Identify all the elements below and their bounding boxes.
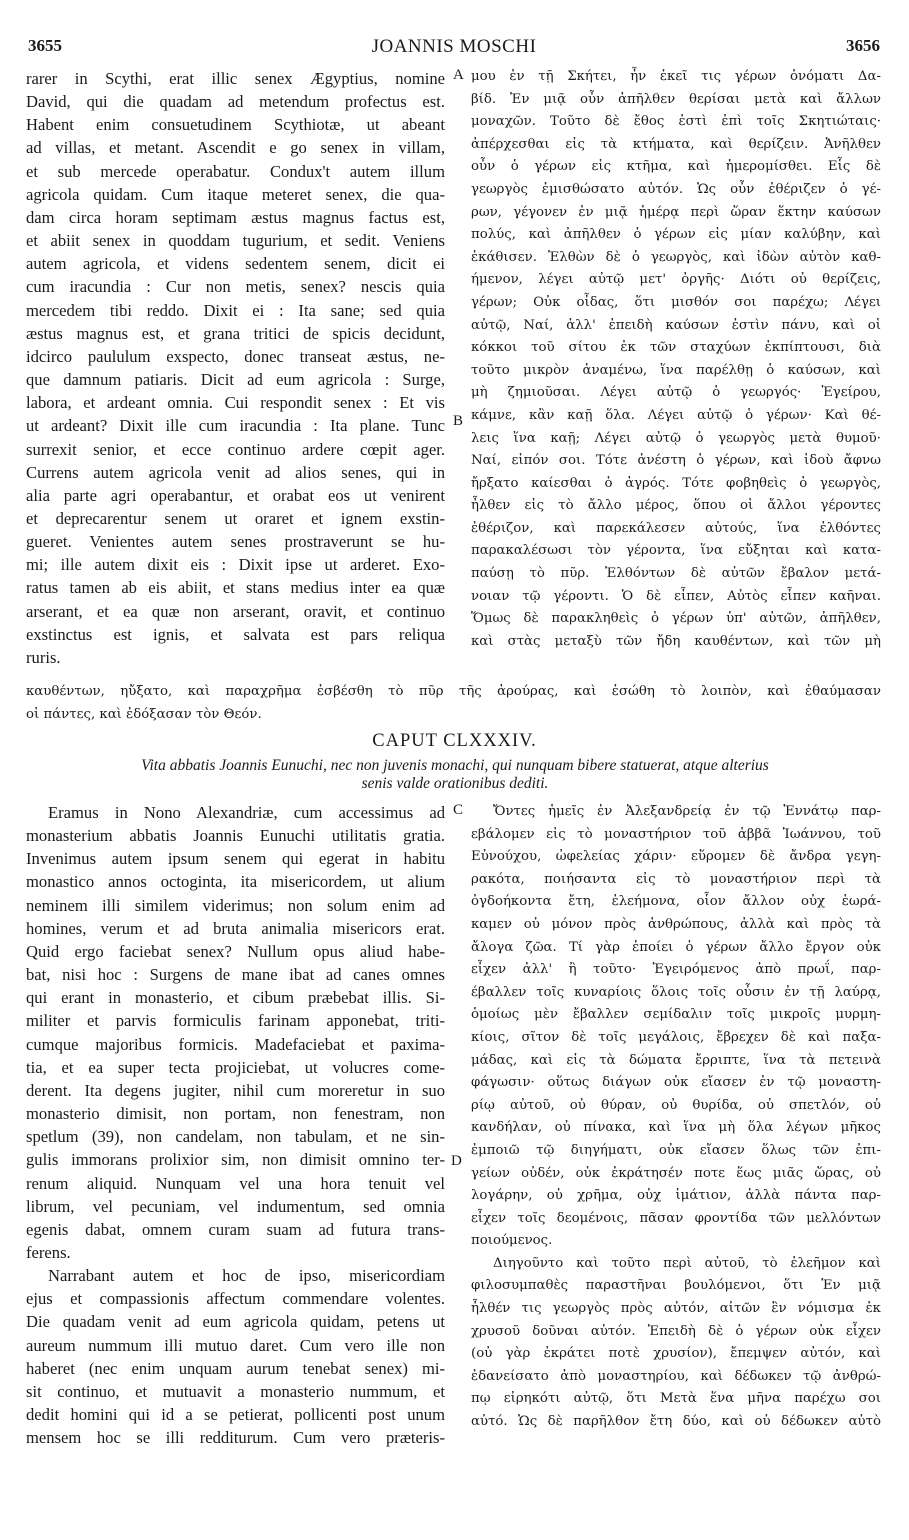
greek-text-line: ἀπέρχεσθαι εἰς τὰ κτήματα, καὶ θερίζειν. Ἀνῆλθεν	[471, 136, 881, 152]
greek-text-line: ἐκάθισεν. Ἐλθὼν δὲ ὁ γεωργὸς, καὶ ἰδὼν αὐτὸν καθ-	[471, 249, 881, 265]
latin-text-line: bat, nisi hoc : Surgens de mane ibat ad canes omnes	[26, 965, 445, 985]
latin-text-line: Die quadam venit ad eum agricola quidam, petens ut	[26, 1312, 445, 1332]
latin-text-line: gulis immorans prolixior sim, non dimisit omnino ter-	[26, 1150, 445, 1170]
greek-text-line: εἶχεν τοῖς δεομένοις, πᾶσαν φροντίδα τῶν μελλόντων	[471, 1210, 881, 1226]
latin-text-line: ruris.	[26, 647, 61, 667]
latin-text-line: monastico annos octoginta, ita misericordem, ut alium	[26, 872, 445, 892]
greek-text-line: ἦλθεν εἰς τὸ ἄλλο μέρος, ὅπου οἱ ἄλλοι γέροντες	[471, 498, 881, 514]
greek-text-line: ήμενον, λέγει αὐτῷ μετ' ὀργῆς· Διότι οὐ θερίζεις,	[471, 272, 881, 288]
latin-text-line: autem agricola, et videns sedentem senem, dicit ei	[26, 254, 445, 274]
latin-text-line: neminem illi similem viderimus; non solum enim ad	[26, 895, 445, 915]
latin-text-line: Invenimus autem ipsum senem qui egerat in habitu	[26, 849, 445, 869]
greek-text-line: οὖν ὁ γέρων εἰς κτῆμα, καὶ ἡμερομίσθει. Εἷς δὲ	[471, 159, 881, 175]
latin-text-line: Currens autem agricola venit ad alios senes, qui in	[26, 462, 445, 482]
greek-text-line: ρων, γέγονεν ἐν μιᾷ ἡμέρᾳ περὶ ὥραν ἕκτην καύσων	[471, 204, 881, 220]
greek-text-line: κάμνε, κἂν καῇ ὅλα. Λέγει αὐτῷ ὁ γέρων· Καὶ θέ-	[471, 407, 881, 423]
greek-text-line: γείων οὐδέν, οὐκ ἐκράτησέν ποτε ἕως μιᾶς ὥρας, οὐ	[471, 1165, 881, 1181]
latin-text-line: cum iracundia : Cur non metis, senex? nescis quia	[26, 277, 445, 297]
latin-text-line: monasterium abbatis Joannis Eunuchi utilitatis gratia.	[26, 826, 445, 846]
latin-text-line: dedit homini qui id a se petierat, pollicenti post unum	[26, 1405, 445, 1425]
chapter-heading: CAPUT CLXXXIV.	[372, 731, 537, 751]
greek-text-line: εβάλομεν εἰς τὸ μοναστήριον τοῦ ἀββᾶ Ἰωάννου, τοῦ	[471, 826, 881, 842]
latin-text-line: qui erant in monasterio, et cibum præbebat illis. Si-	[26, 988, 445, 1008]
greek-text-line: ὀγδοήκοντα ἔτη, ἐλεήμονα, οἷον ἄλλον οὐχ ἑωρά-	[471, 894, 881, 910]
greek-text-line: (οὐ γὰρ ἐκράτει ποτὲ χρυσίον), ἔπεμψεν αὐτόν, καὶ	[471, 1346, 881, 1362]
greek-text-line: Ὄντες ἡμεῖς ἐν Ἀλεξανδρείᾳ ἐν τῷ Ἐννάτῳ παρ-	[493, 804, 881, 819]
latin-column-lower	[26, 801, 445, 1449]
greek-text-line: κίοις, σῖτον δὲ τοῖς μεγάλοις, ἔβρεχεν δὲ καὶ παξα-	[471, 1029, 881, 1045]
latin-text-line: cumque majoribus formicis. Madefaciebat et paxima-	[26, 1034, 445, 1054]
greek-text-line: λογάρην, οὐ χρῆμα, οὐχ ἱμάτιον, ἀλλὰ πάντα παρ-	[471, 1188, 881, 1204]
greek-text-line: οἱ πάντες, καὶ ἐδόξασαν τὸν Θεόν.	[26, 707, 262, 722]
running-title: JOANNIS MOSCHI	[371, 36, 537, 57]
greek-text-line: αὐτῷ, Ναί, ἀλλ' ἐπειδὴ καύσων ἐστὶν πάνυ, καὶ οἱ	[471, 317, 881, 333]
latin-text-line: Narrabant autem et hoc de ipso, misericordiam	[48, 1266, 445, 1286]
latin-text-line: Eramus in Nono Alexandriæ, cum accessimus ad	[48, 803, 445, 822]
latin-text-line: ut ardeant? Dixit ille cum iracundia : Ita plane. Tunc	[26, 416, 445, 436]
greek-text-line: ποιούμενος.	[471, 1233, 553, 1249]
greek-text-line: ἐδανείσατο ἀπὸ μοναστηρίου, καὶ δέδωκεν τῷ ἀνθρώ-	[471, 1368, 881, 1384]
greek-text-line: ἦλθέν τις γεωργὸς πρὸς αὐτόν, αἰτῶν ἓν νόμισμα ἐκ	[471, 1301, 881, 1317]
latin-text-line: agricola quidam. Cum itaque meteret senex, die qua-	[26, 184, 445, 204]
margin-marker-d: D	[451, 1153, 462, 1169]
greek-full-width-continuation	[26, 680, 881, 726]
latin-text-line: æstus magnus est, et grana tritici de spicis decidunt,	[26, 323, 445, 343]
latin-text-line: tia, et ea super tecta projiciebat, ut volucres come-	[26, 1057, 445, 1077]
latin-text-line: surrexit senior, et ecce continuo ardere cœpit ager.	[26, 439, 445, 459]
greek-text-line: γεωργὸς ἐμισθώσατο αὐτόν. Ὡς οὖν ἐθέριζεν ὁ γέ-	[471, 181, 881, 197]
greek-text-line: λεις ἵνα καῇ; Λέγει αὐτῷ ὁ γεωργὸς μετὰ θυμοῦ·	[471, 430, 881, 446]
greek-text-line: μοναχῶν. Τοῦτο δὲ ἔθος ἐστὶ ἐπὶ τοῖς Σκητιώταις·	[471, 114, 881, 130]
greek-text-line: πολύς, καὶ ἀπῆλθεν ὁ γέρων εἰς μίαν καλύβην, καὶ	[471, 227, 881, 243]
greek-text-line: Ὅμως δὲ παρακληθεὶς ὁ γέρων ὑπ' αὐτῶν, ἀπῆλθεν,	[471, 611, 881, 627]
margin-marker-b: B	[453, 413, 464, 429]
page-number-left: 3655	[28, 36, 62, 55]
greek-text-line: ἤρξατο καίεσθαι ὁ ἀγρός. Τότε φοβηθεὶς ὁ γεωργὸς,	[471, 475, 881, 491]
greek-text-line: νοιαν τῷ γέροντι. Ὁ δὲ εἶπεν, Αὐτὸς εἶπεν καῆναι.	[471, 588, 881, 604]
greek-text-line: μὴ ζημιοῦσαι. Λέγει αὐτῷ ὁ γεωργός· Ἐγείρου,	[471, 385, 881, 401]
latin-text-line: ferens.	[26, 1242, 71, 1262]
greek-text-line: Διηγοῦντο καὶ τοῦτο περὶ αὐτοῦ, τὸ ἐλεῆμον καὶ	[493, 1255, 881, 1271]
latin-text-line: Quid ergo faciebat senex? Nullum opus aliud habe-	[26, 941, 445, 961]
latin-text-line: et deprecarentur senem ut oraret et ignem exstin-	[26, 508, 445, 528]
latin-text-line: idcirco paululum exspecto, donec transeat æstus, ne-	[26, 346, 445, 366]
greek-text-line: κανδήλαν, οὐ πίνακα, καὶ ἵνα μὴ ὅλα λέγων μῆκος	[471, 1120, 881, 1136]
latin-text-line: renum aliquid. Nunquam vel una hora tenuit vel	[26, 1173, 445, 1193]
latin-text-line: monasterio dimisit, non portam, non fenestram, non	[26, 1104, 445, 1124]
running-header	[28, 36, 880, 58]
latin-text-line: homines, verum et ad bruta animalia misericors erat.	[26, 918, 445, 938]
latin-text-line: arserant, et ea quæ non arserant, oravit, et continuo	[26, 601, 445, 621]
greek-text-line: χρυσοῦ δοῦναι αὐτόν. Ἐπειδὴ δὲ ὁ γέρων οὐκ εἶχεν	[471, 1323, 881, 1339]
latin-text-line: ad villas, et metant. Ascendit e go senex in villam,	[26, 138, 445, 158]
latin-text-line: mercedem tibi reddo. Dixit ei : Ita sane; sed quia	[26, 300, 445, 320]
chapter-summary	[34, 757, 876, 793]
latin-text-line: labora, et ardeant omnia. Cui respondit senex : Et vis	[26, 393, 445, 413]
latin-text-line: David, qui die quadam ad metendum profectus est.	[26, 92, 445, 112]
latin-text-line: rarer in Scythi, erat illic senex Ægyptius, nomine	[26, 69, 445, 88]
greek-text-line: παύσῃ τὸ πῦρ. Ἐλθόντων δὲ αὐτῶν ἔβαλον μετά-	[471, 566, 881, 582]
greek-text-line: καυθέντων, ηὔξατο, καὶ παραχρῆμα ἐσβέσθη τὸ πῦρ τῆς ἀρούρας, καὶ ἐσώθη τὸ λοιπὸν, καὶ ἐθαύμασαν	[26, 684, 881, 699]
greek-text-line: καὶ στὰς μεταξὺ τῶν ἤδη καυθέντων, καὶ τῶν μὴ	[471, 633, 881, 649]
greek-column-upper	[471, 66, 881, 653]
greek-text-line: μάδας, καὶ εἰς τὰ δώματα ἔρριπτε, ἵνα τὰ πετεινὰ	[471, 1052, 881, 1068]
latin-text-line: exstinctus est ignis, et salvata est pars reliqua	[26, 624, 445, 644]
latin-text-line: militer et parvis formiculis farinam apponebat, triti-	[26, 1011, 445, 1031]
summary-line: senis valde orationibus dediti.	[361, 775, 549, 792]
greek-text-line: παρακαλέσωσι τὸν γέροντα, ἵνα εὔξηται καὶ κατα-	[471, 543, 881, 559]
latin-text-line: aureum nummum illi mutuo daret. Cum vero ille non	[26, 1335, 445, 1355]
latin-text-line: et abiit senex in quoddam tugurium, et sedit. Veniens	[26, 231, 445, 251]
greek-text-line: κόκκοι τοῦ σίτου ἐκ τῶν σταχύων ἐκπίπτουσι, διὰ	[471, 340, 881, 356]
greek-text-line: ἐμποιῶ τῷ διηγήματι, οὐκ εἴασεν ὅλως τῶν ἐπι-	[471, 1142, 881, 1158]
greek-text-line: τοῦτο μικρὸν ἀναμένω, ἵνα παρέλθῃ ὁ καύσων, καὶ	[471, 362, 881, 378]
latin-text-line: sit continuo, et mutuavit a monasterio nummum, et	[26, 1381, 445, 1401]
greek-text-line: ὁμοίως μὲν ἔβαλλεν σεμίδαλιν τοῖς μικροῖς μυρμη-	[471, 1007, 881, 1023]
summary-line: Vita abbatis Joannis Eunuchi, nec non juvenis monachi, qui nunquam bibere statuerat, atque alterius	[141, 757, 769, 774]
greek-text-line: αὐτό. Ὡς δὲ παρῆλθον ἔτη δύο, καὶ οὐ δέδωκεν αὐτὸ	[471, 1414, 881, 1430]
greek-text-line: έβαλλεν τοῖς κυναρίοις ὅλοις τοῖς οὖσιν ἐν τῇ λαύρᾳ,	[471, 984, 881, 1000]
latin-text-line: ejus et compassionis affectum commendare volentes.	[26, 1289, 445, 1309]
margin-marker-c: C	[453, 802, 464, 818]
latin-text-line: haberet (nec enim unquam aurum tenebat senex) mi-	[26, 1358, 445, 1378]
latin-text-line: alia parte agri operabantur, et orabat eos ut venirent	[26, 485, 445, 505]
latin-text-line: que damnum patiaris. Dicit ad eum agricola : Surge,	[26, 370, 445, 390]
greek-text-line: εἶχεν ἀλλ' ἢ τοῦτο· Ἐγειρόμενος ἀπὸ πρωΐ, παρ-	[471, 962, 881, 978]
greek-text-line: πῳ εἰρηκότι αὐτῷ, ὅτι Μετὰ ἕνα μῆνα παρέχω σοι	[471, 1391, 881, 1407]
latin-text-line: mi; ille autem dixit eis : Dixit ipse ut arderet. Exo-	[26, 555, 445, 575]
latin-text-line: et sub mercede operabatur. Condux't autem illum	[26, 161, 445, 181]
latin-column-upper	[26, 67, 445, 669]
greek-text-line: μου ἐν τῇ Σκήτει, ἦν ἐκεῖ τις γέρων ὀνόματι Δα-	[471, 69, 881, 84]
greek-text-line: καμεν οὐ μόνον πρὸς ἀνθρώπους, ἀλλὰ καὶ πρὸς τὰ	[471, 916, 881, 932]
latin-text-line: egenis dabat, omnem curam suam ad futura trans-	[26, 1219, 445, 1239]
latin-text-line: derent. Ita degens jugiter, nihil cum moreretur in suo	[26, 1080, 445, 1100]
greek-text-line: φάγωσιν· οὕτως διάγων οὐκ εἴασεν ἐν τῷ μοναστη-	[471, 1075, 881, 1091]
latin-text-line: Habent enim consuetudinem Scythiotæ, ut abeant	[26, 115, 445, 135]
latin-text-line: librum, vel pecuniam, vel indumentum, sed omnia	[26, 1196, 445, 1216]
latin-text-line: gueret. Venientes autem senes prostraverunt se hu-	[26, 532, 445, 552]
greek-text-line: Ναί, εἰπόν σοι. Τότε ἀνέστη ὁ γέρων, καὶ ἰδοὺ ἄφνω	[471, 453, 881, 469]
latin-text-line: dam circa horam septimam æstus magnus factus est,	[26, 207, 445, 227]
greek-text-line: φιλοσυμπαθὲς παραστῆναι βουλόμενοι, ὅτι Ἐν μιᾷ	[471, 1278, 881, 1294]
greek-text-line: ἐθέριζον, καὶ παρεκάλεσεν αὐτούς, ἵνα ἐλθόντες	[471, 520, 881, 536]
greek-text-line: γέρων; Οὐκ οἶδας, ὅτι μισθόν σοι παρέχω; Λέγει	[471, 294, 881, 310]
greek-text-line: βίδ. Ἐν μιᾷ οὖν ἀπῆλθεν θερίσαι μετὰ καὶ ἄλλων	[471, 91, 881, 107]
latin-text-line: ratus tamen ab eis abiit, et stans medius inter ea quæ	[26, 578, 445, 598]
page-number-right: 3656	[846, 36, 880, 55]
latin-text-line: mensem hoc se illi redditurum. Cum vero præteris-	[26, 1428, 445, 1448]
latin-text-line: spetlum (39), non candelam, non tabulam, et ne sin-	[26, 1127, 445, 1147]
greek-text-line: ἄλογα ζῶα. Τί γὰρ ἐποίει ὁ γέρων ἄλλο ἔργον οὐκ	[471, 939, 881, 955]
greek-column-lower	[471, 801, 881, 1434]
greek-text-line: Εὐνούχου, ὠφελείας χάριν· εὕρομεν δὲ ἄνδρα γεγη-	[471, 849, 881, 865]
margin-marker-a: A	[453, 67, 464, 83]
greek-text-line: ρακότα, ποιήσαντα εἰς τὸ μοναστήριον περὶ τὰ	[471, 871, 881, 887]
greek-text-line: ρίῳ αὐτοῦ, οὐ θύραν, οὐ θυρίδα, οὐ σπετλόν, οὐ	[471, 1097, 881, 1113]
